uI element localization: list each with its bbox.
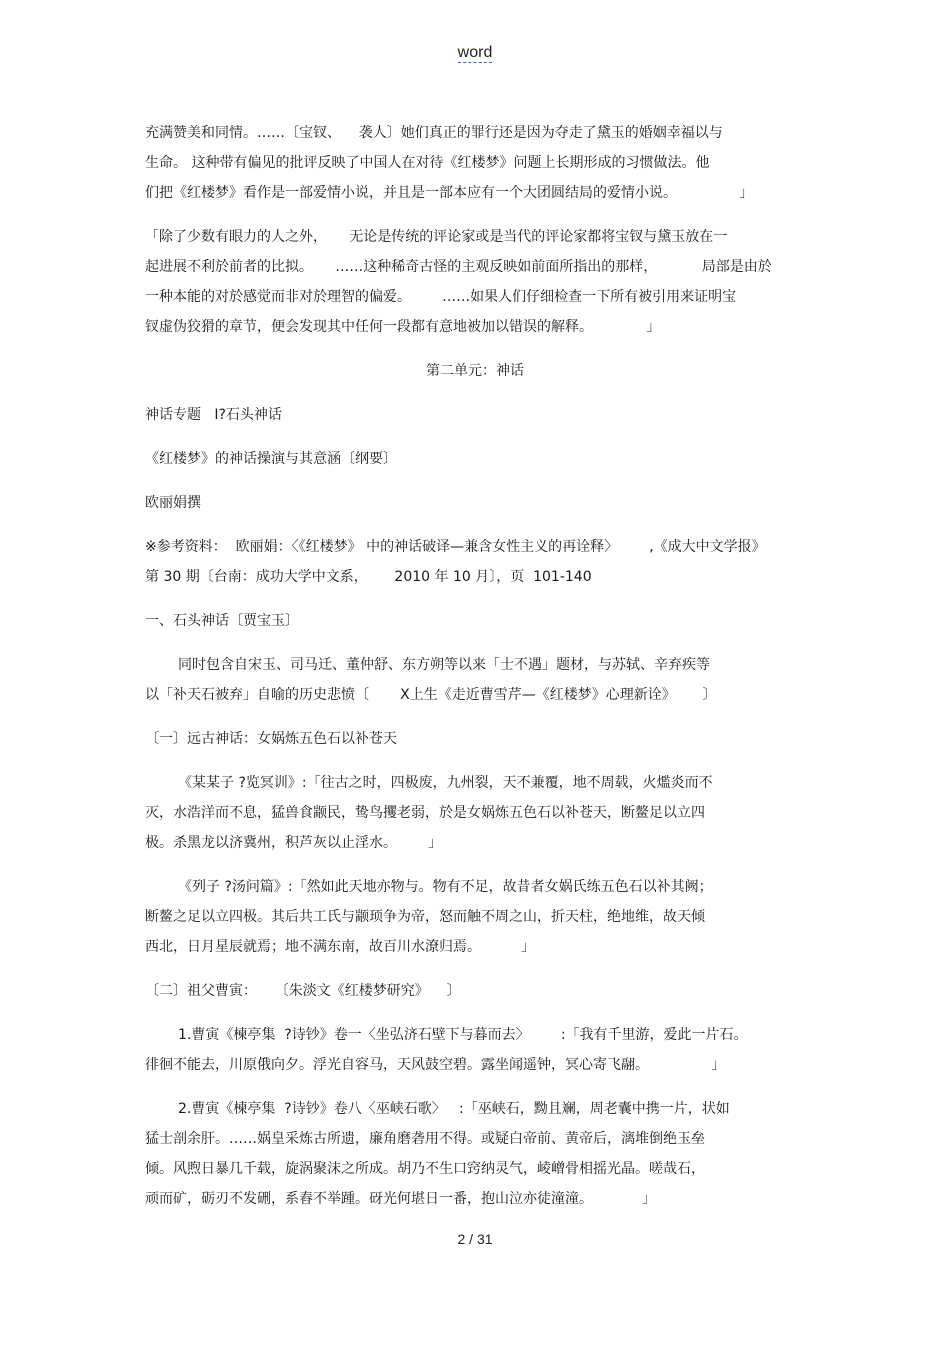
article-title: 《红楼梦》的神话操演与其意涵〔纲要〕: [145, 451, 397, 467]
document-header: [0, 44, 950, 62]
topic-heading: 神话专题 I?石头神话: [145, 407, 282, 423]
text-line: 顽而矿，砺刃不发硎，系舂不举踵。砑光何堪日一番，抱山泣亦徒潼潼。 」: [145, 1191, 656, 1207]
subsection-heading: 〔一〕远古神话：女娲炼五色石以补苍天: [145, 731, 397, 747]
text-line: 《列子 ?汤问篇》:「然如此天地亦物与。物有不足，故昔者女娲氏练五色石以补其阙；: [178, 879, 713, 895]
paragraph-1: [145, 118, 805, 208]
header-title: word: [457, 44, 493, 61]
text-line: ※参考资料： 欧丽娟：〈《红楼梦》 中的神话破译—兼含女性主义的再诠释〉 ,《成大中文学报》: [145, 539, 766, 555]
text-line: 西北，日月星辰就焉；地不满东南，故百川水潦归焉。 」: [145, 939, 536, 955]
author-line: 欧丽娟撰: [145, 495, 201, 511]
paragraph-6: [145, 1020, 805, 1080]
paragraph-2: [145, 222, 805, 342]
text-line: 倾。风煦日暴几千载，旋涡聚沫之所成。胡乃不生口窍纳灵气，崚嶒骨相摇光晶。嗟哉石，: [145, 1161, 705, 1177]
text-line: 起进展不利於前者的比拟。 ……这种稀奇古怪的主观反映如前面所指出的那样， 局部是由於: [145, 259, 772, 275]
paragraph-4: [145, 768, 805, 858]
text-line: 《某某子 ?览冥训》:「往古之时，四极废，九州裂，天不兼覆，地不周载，火爁炎而不: [178, 775, 713, 791]
text-line: 断鳌之足以立四极。其后共工氏与颛顼争为帝，怒而触不周之山，折天柱，绝地维，故天倾: [145, 909, 705, 925]
text-line: 极。杀黑龙以济冀州，积芦灰以止淫水。 」: [145, 835, 443, 851]
text-line: 1.曹寅《楝亭集 ?诗钞》卷一〈坐弘济石壁下与暮而去〉 :「我有千里游，爱此一片石。: [178, 1027, 748, 1043]
text-line: 第 30 期〔台南：成功大学中文系， 2010 年 10 月〕，页 101-140: [145, 569, 592, 585]
text-line: 一种本能的对於感觉而非对於理智的偏爱。 ……如果人们仔细检查一下所有被引用来证明宝: [145, 289, 737, 305]
reference-block: [145, 532, 805, 592]
document-body: [145, 118, 805, 1214]
paragraph-3: [145, 650, 805, 710]
text-line: 以「补天石被弃」自喻的历史悲愤〔 X上生《走近曹雪芹—《红楼梦》心理新诠》 〕: [145, 687, 717, 703]
page-number: 2 / 31: [457, 1231, 493, 1247]
text-line: 同时包含自宋玉、司马迁、董仲舒、东方朔等以来「士不遇」题材，与苏轼、辛弃疾等: [178, 657, 710, 673]
text-line: 充满赞美和同情。……〔宝钗、 袭人〕她们真正的罪行还是因为夺走了黛玉的婚姻幸福以与: [145, 125, 723, 141]
unit-title: 第二单元：神话: [426, 363, 524, 379]
text-line: 徘徊不能去，川原俄向夕。浮光自容马，天风鼓空碧。露坐闻遥钟，冥心寄飞翮。 」: [145, 1057, 726, 1073]
text-line: 「除了少数有眼力的人之外， 无论是传统的评论家或是当代的评论家都将宝钗与黛玉放在一: [145, 229, 728, 245]
text-line: 钗虚伪狡猾的章节，便会发现其中任何一段都有意地被加以错误的解释。 」: [145, 319, 661, 335]
text-line: 生命。 这种带有偏见的批评反映了中国人在对待《红楼梦》问题上长期形成的习惯做法。他: [145, 155, 710, 171]
paragraph-5: [145, 872, 805, 962]
text-line: 灭，水浩洋而不息，猛兽食颛民，鸷鸟攫老弱，於是女娲炼五色石以补苍天，断鳌足以立四: [145, 805, 705, 821]
section-heading: 一、石头神话〔贾宝玉〕: [145, 613, 299, 629]
text-line: 们把《红楼梦》看作是一部爱情小说，并且是一部本应有一个大团圆结局的爱情小说。 」: [145, 185, 754, 201]
text-line: 猛士剖余肝。……娲皇采炼古所遗，廉角磨砻用不得。或疑白帝前、黄帝后，漓堆倒绝玉垒: [145, 1131, 705, 1147]
text-line: 2.曹寅《楝亭集 ?诗钞》卷八〈巫峡石歌〉 :「巫峡石，黝且斓，周老囊中携一片，状如: [178, 1101, 730, 1117]
paragraph-7: [145, 1094, 805, 1214]
subsection-heading: 〔二〕祖父曹寅： 〔朱淡文《红楼梦研究》 〕: [145, 983, 461, 999]
